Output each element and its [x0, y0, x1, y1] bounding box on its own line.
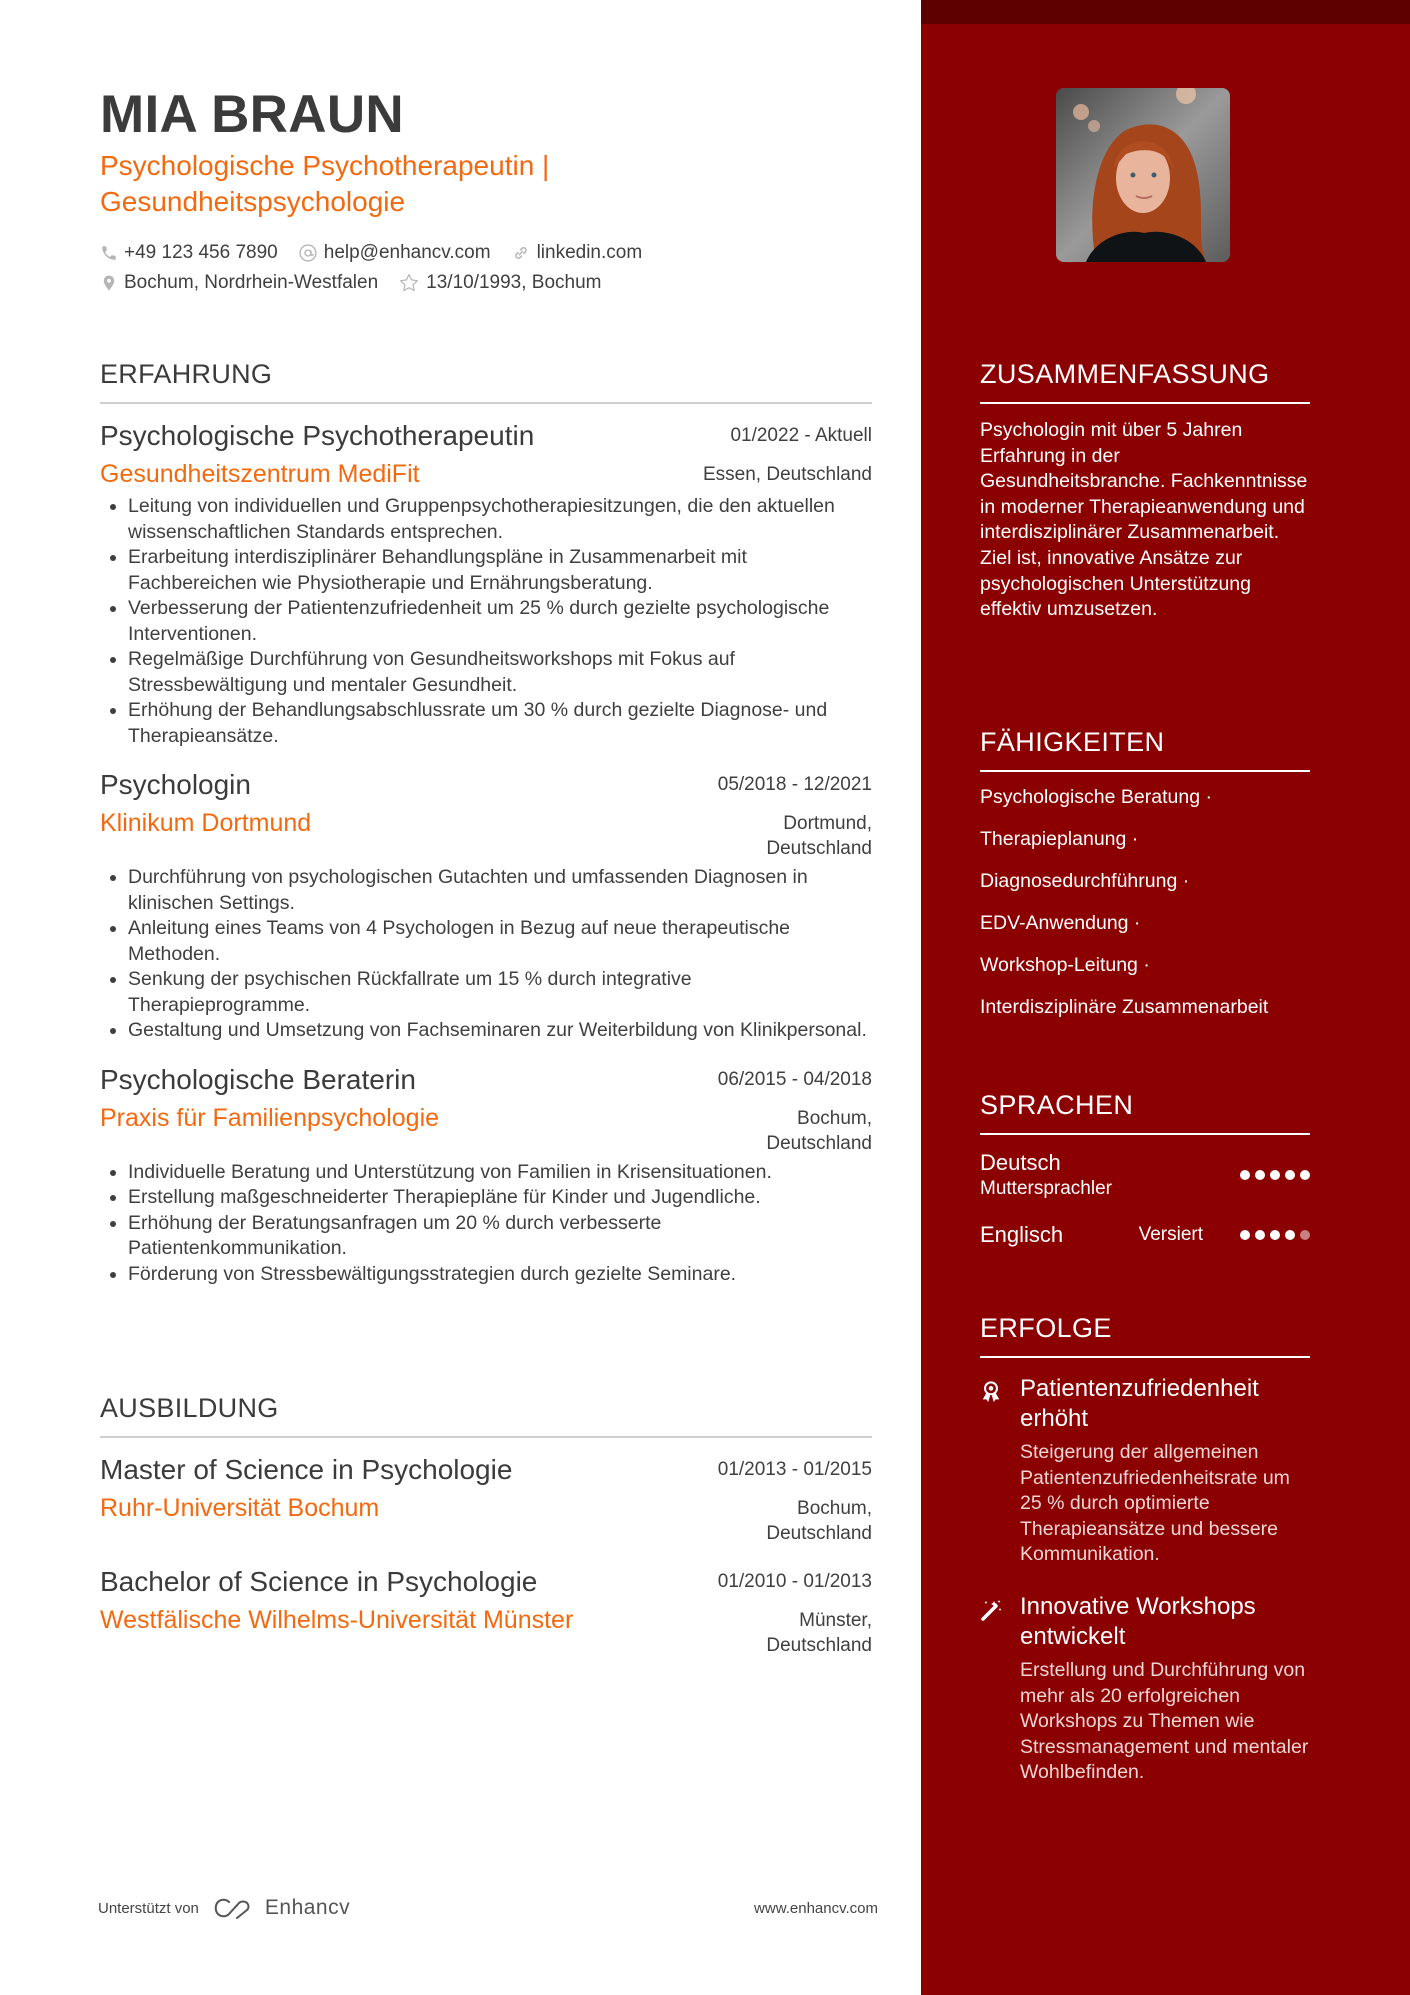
location-line: Deutschland [766, 1132, 872, 1154]
email-text: help@enhancv.com [323, 242, 491, 263]
achievement-item [980, 1374, 1310, 1568]
achievement-text: Erstellung und Durchführung von mehr als 20 erfolgreichen Workshops zu Themen wie Stressmanagement und mentaler Wohlbefinden. [1020, 1658, 1309, 1784]
school-name: Ruhr-Universität Bochum [100, 1494, 380, 1522]
job-dates: 01/2022 - Aktuell [730, 425, 872, 446]
rating-dot-filled [1285, 1230, 1295, 1240]
job-title: Psychologin [100, 769, 251, 800]
company-name: Gesundheitszentrum MediFit [100, 460, 420, 488]
section-heading: ZUSAMMENFASSUNG [980, 359, 1270, 389]
degree-title: Bachelor of Science in Psychologie [100, 1566, 538, 1597]
rating-dot-filled [1270, 1230, 1280, 1240]
location-line: Dortmund, [783, 813, 872, 834]
job-location [766, 807, 872, 861]
rating-dot-filled [1270, 1170, 1280, 1180]
school-name: Westfälische Wilhelms-Universität Münster [100, 1606, 574, 1634]
birth-text: 13/10/1993, Bochum [426, 272, 602, 293]
achievement-item [980, 1592, 1310, 1786]
language-level: Muttersprachler [980, 1178, 1112, 1199]
bullet-item: • Erhöhung der Behandlungsabschlussrate um 30 % durch gezielte Diagnose- und Therapieansätze. [128, 698, 872, 749]
bullet-item: • Regelmäßige Durchführung von Gesundheitsworkshops mit Fokus auf Stressbewältigung und mentaler Gesundheit. [128, 647, 872, 698]
bullet-item: • Anleitung eines Teams von 4 Psychologen in Bezug auf neue therapeutische Methoden. [128, 916, 872, 967]
rating-dot-filled [1240, 1230, 1250, 1240]
rating-dot-filled [1255, 1230, 1265, 1240]
job-bullets [100, 1160, 872, 1288]
experience-section [100, 356, 872, 1287]
languages-section [980, 1087, 1310, 1249]
bullet-item: • Verbesserung der Patientenzufriedenheit um 25 % durch gezielte psychologische Interventionen. [128, 596, 872, 647]
phone-icon [100, 244, 118, 262]
bullet-item: • Förderung von Stressbewältigungsstrategien durch gezielte Seminare. [128, 1262, 872, 1288]
link-icon [511, 243, 531, 263]
bullet-item: • Leitung von individuellen und Gruppenpsychotherapiesitzungen, die den aktuellen wissenschaftlichen Standards entsprechen. [128, 494, 872, 545]
language-name: Englisch [980, 1222, 1064, 1247]
candidate-name: MIA BRAUN [100, 85, 404, 144]
section-heading: ERFAHRUNG [100, 359, 273, 389]
location-line: Deutschland [766, 1635, 872, 1656]
section-divider [980, 1356, 1310, 1358]
contact-birth [398, 272, 601, 294]
rating-dot-filled [1255, 1170, 1265, 1180]
language-item [980, 1221, 1310, 1249]
degree-title: Master of Science in Psychologie [100, 1454, 513, 1485]
skill-item: Interdisziplinäre Zusammenarbeit [980, 996, 1269, 1018]
achievement-text: Steigerung der allgemeinen Patientenzufriedenheitsrate um 25 % durch optimierte Therapieansätze und bessere Kommunikation. [1020, 1441, 1290, 1566]
bullet-item: • Erstellung maßgeschneiderter Therapiepläne für Kinder und Jugendliche. [128, 1185, 872, 1211]
achievement-title: Patientenzufriedenheit erhöht [1020, 1375, 1259, 1432]
magic-wand-icon [980, 1598, 1004, 1622]
education-location [766, 1604, 872, 1658]
achievement-title: Innovative Workshops entwickelt [1020, 1592, 1256, 1650]
powered-by-text: Unterstützt von [98, 1899, 199, 1917]
language-level: Versiert [1138, 1224, 1203, 1245]
sidebar [921, 0, 1410, 1995]
at-icon [298, 243, 318, 263]
section-heading: ERFOLGE [980, 1313, 1112, 1343]
job-bullets [100, 494, 872, 749]
skill-item: EDV-Anwendung · [980, 912, 1141, 934]
section-heading: FÄHIGKEITEN [980, 727, 1165, 757]
company-name: Praxis für Familienpsychologie [100, 1103, 440, 1132]
contact-info [100, 238, 872, 298]
section-divider [100, 402, 872, 404]
bullet-item: • Individuelle Beratung und Unterstützung von Familien in Krisensituationen. [128, 1160, 872, 1186]
location-line: Bochum, [797, 1107, 872, 1129]
job-bullets [100, 865, 872, 1044]
footer-url[interactable]: www.enhancv.com [754, 1899, 878, 1917]
job-title: Psychologische Beraterin [100, 1063, 416, 1095]
experience-entry [100, 1062, 872, 1288]
skills-list [980, 776, 1310, 1028]
award-icon [980, 1380, 1002, 1404]
contact-row [100, 238, 872, 268]
bullet-item: • Gestaltung und Umsetzung von Fachseminaren zur Weiterbildung von Klinikpersonal. [128, 1018, 872, 1044]
sidebar-top-bar [921, 0, 1410, 24]
rating-dot-filled [1240, 1170, 1250, 1180]
powered-by [98, 1896, 350, 1920]
job-title: Psychologische Psychotherapeutin [100, 420, 535, 451]
education-section [100, 1390, 872, 1658]
candidate-title: Psychologische Psychotherapeutin | Gesundheitspsychologie [100, 150, 550, 217]
achievements-section [980, 1310, 1310, 1786]
section-divider [980, 770, 1310, 772]
summary-text: Psychologin mit über 5 Jahren Erfahrung in der Gesundheitsbranche. Fachkenntnisse in moderner Therapieanwendung und interdisziplinärer Zusammenarbeit. Ziel ist, innovative Ansätze zur psychologischen Unterstützung effektiv umzusetzen. [980, 419, 1308, 621]
summary-section [980, 356, 1310, 623]
location-pin-icon [100, 273, 118, 293]
experience-entry [100, 418, 872, 749]
company-name: Klinikum Dortmund [100, 809, 312, 837]
location-line: Bochum, [797, 1498, 872, 1519]
location-line: Deutschland [766, 1523, 872, 1544]
rating-dot-empty [1300, 1230, 1310, 1240]
bullet-item: • Senkung der psychischen Rückfallrate um 15 % durch integrative Therapieprogramme. [128, 967, 872, 1018]
contact-phone [100, 242, 278, 264]
language-rating [1235, 1170, 1310, 1180]
section-divider [980, 1133, 1310, 1135]
education-dates: 01/2013 - 01/2015 [717, 1459, 872, 1480]
language-item [980, 1149, 1310, 1201]
skill-item: Workshop-Leitung · [980, 954, 1150, 976]
skill-item: Therapieplanung · [980, 828, 1139, 850]
enhancv-logo-icon [209, 1896, 257, 1920]
job-location [766, 1102, 872, 1156]
job-location: Essen, Deutschland [703, 464, 872, 485]
footer [98, 1896, 878, 1920]
experience-entry [100, 767, 872, 1044]
section-divider [100, 1436, 872, 1438]
bullet-item: • Erhöhung der Beratungsanfragen um 20 % durch verbesserte Patientenkommunikation. [128, 1211, 872, 1262]
contact-row [100, 268, 872, 298]
profile-photo [1056, 88, 1230, 262]
education-location [766, 1492, 872, 1546]
portrait-image [1056, 88, 1230, 262]
education-entry [100, 1452, 872, 1546]
contact-location [100, 272, 378, 294]
contact-email[interactable] [298, 242, 491, 264]
skill-item: Diagnosedurchführung · [980, 870, 1190, 892]
job-dates: 06/2015 - 04/2018 [717, 1068, 872, 1090]
language-name: Deutsch [980, 1150, 1061, 1175]
star-icon [398, 272, 420, 294]
bullet-item: • Durchführung von psychologischen Gutachten und umfassenden Diagnosen in klinischen Settings. [128, 865, 872, 916]
location-line: Deutschland [766, 838, 872, 859]
section-divider [980, 402, 1310, 404]
location-text: Bochum, Nordrhein-Westfalen [124, 272, 379, 293]
education-dates: 01/2010 - 01/2013 [717, 1571, 872, 1592]
job-dates: 05/2018 - 12/2021 [717, 774, 872, 795]
rating-dot-filled [1300, 1170, 1310, 1180]
education-entry [100, 1564, 872, 1658]
brand-name: Enhancv [264, 1896, 351, 1919]
skill-item: Psychologische Beratung · [980, 786, 1212, 808]
language-rating [1235, 1230, 1310, 1240]
link-text: linkedin.com [536, 242, 643, 263]
section-heading: AUSBILDUNG [100, 1393, 279, 1423]
bullet-item: • Erarbeitung interdisziplinärer Behandlungspläne in Zusammenarbeit mit Fachbereichen wie Physiotherapie und Ernährungsberatung. [128, 545, 872, 596]
skills-section [980, 724, 1310, 1028]
contact-link[interactable] [511, 242, 643, 264]
section-heading: SPRACHEN [980, 1090, 1134, 1120]
location-line: Münster, [799, 1610, 872, 1631]
phone-text: +49 123 456 7890 [124, 242, 278, 263]
rating-dot-filled [1285, 1170, 1295, 1180]
